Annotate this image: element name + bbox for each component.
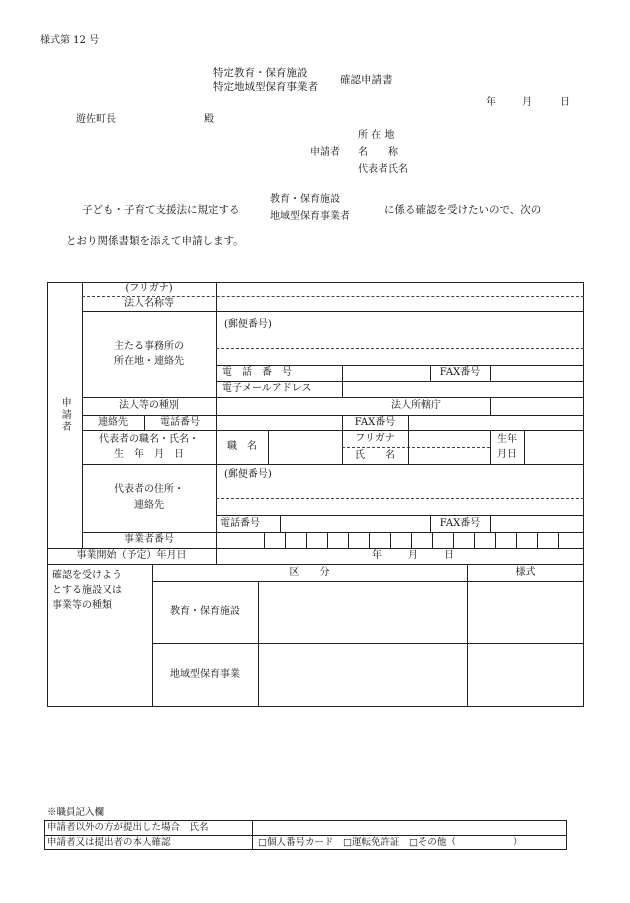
office-label-line-2: 所在地・連絡先 — [114, 356, 184, 367]
birth-label-line-2: 月日 — [497, 449, 517, 460]
fax2-label: FAX番号 — [439, 517, 481, 529]
applicant-address-label: 所 在 地 — [358, 130, 395, 141]
type-label-line-3: 事業等の種類 — [52, 600, 112, 611]
start-year: 年 — [372, 550, 382, 561]
staff-row-1: 申請者以外の方が提出した場合 氏名 — [47, 821, 209, 833]
title-suffix: 確認申請書 — [340, 74, 393, 86]
email-label: 電子メールアドレス — [222, 383, 312, 394]
type-label-line-2: とする施設又は — [52, 585, 122, 596]
kind-education-format-field[interactable] — [468, 582, 583, 642]
applicant-name-label: 名 称 — [358, 147, 398, 158]
start-date-label: 事業開始（予定）年月日 — [76, 550, 187, 561]
postal2-label: (郵便番号) — [224, 469, 272, 480]
office-label-line-1: 主たる事務所の — [114, 341, 184, 352]
contact-fax-label: FAX番号 — [354, 416, 396, 428]
applicant-label: 申請者 — [310, 147, 340, 158]
rep-label-line-1: 代表者の職名・氏名・ — [99, 434, 199, 445]
applicant-rep-label: 代表者氏名 — [358, 164, 408, 175]
title-line-1: 特定教育・保育施設 — [213, 67, 308, 79]
contact-fax-field[interactable] — [409, 416, 583, 429]
kind-community: 地域型保育事業 — [170, 669, 240, 680]
contact-label: 連絡先 — [98, 416, 128, 428]
staff-name-field[interactable] — [253, 821, 566, 834]
corp-name-field[interactable] — [217, 283, 583, 310]
intro-prefix: 子ども・子育て支援法に規定する — [82, 204, 240, 216]
person-name-field[interactable] — [409, 431, 489, 463]
corp-name-label: 法人名称等 — [124, 297, 174, 309]
title-label: 職 名 — [227, 441, 257, 452]
type-label-line-1: 確認を受けよう — [52, 570, 122, 581]
kind-community-format-field[interactable] — [468, 644, 583, 706]
fax-field[interactable] — [491, 366, 583, 380]
intro-option-1: 教育・保育施設 — [270, 194, 340, 205]
biz-number-label: 事業者番号 — [124, 534, 174, 545]
intro-option-2: 地域型保育事業者 — [270, 211, 350, 222]
rep-label — [82, 430, 216, 464]
contact-phone-field[interactable] — [217, 416, 342, 429]
addressee-name: 遊佐町長 — [76, 114, 116, 125]
intro-line-2: とおり関係書類を添えて申請します。 — [66, 235, 244, 247]
kind-community-field[interactable] — [259, 644, 466, 706]
date-month: 月 — [522, 97, 532, 108]
fax-label: FAX番号 — [439, 367, 481, 378]
start-day: 日 — [444, 550, 454, 561]
kind-education: 教育・保育施設 — [170, 606, 240, 617]
division-header: 区 分 — [289, 566, 330, 578]
staff-row-2: 申請者又は提出者の本人確認 — [47, 836, 171, 848]
start-date-field[interactable] — [217, 549, 583, 563]
birthdate-field[interactable] — [525, 431, 583, 463]
date-year: 年 — [486, 97, 496, 108]
phone-field[interactable] — [343, 366, 430, 380]
staff-id-checks[interactable]: □個人番号カード □運転免許証 □その他（ ） — [258, 836, 523, 848]
birth-label-line-1: 生年 — [497, 434, 517, 445]
office-address-field[interactable] — [217, 312, 583, 364]
jurisdiction-field[interactable] — [491, 398, 583, 414]
person-name-label: 氏 名 — [355, 449, 395, 461]
email-field[interactable] — [343, 382, 583, 396]
phone2-field[interactable] — [281, 516, 430, 531]
furigana-label: (フリガナ) — [125, 283, 173, 294]
format-header: 様式 — [515, 566, 536, 578]
type-label — [52, 568, 122, 613]
rep-address-line-1: 代表者の住所・ — [114, 484, 184, 495]
postal-label: (郵便番号) — [224, 319, 272, 330]
form-number: 様式第 12 号 — [40, 35, 100, 46]
intro-suffix: に係る確認を受けたいので、次の — [384, 204, 542, 216]
kind-education-field[interactable] — [259, 582, 466, 642]
rep-address-line-2: 連絡先 — [134, 500, 164, 511]
jurisdiction-label: 法人所轄庁 — [391, 400, 441, 411]
phone2-label: 電話番号 — [220, 517, 260, 529]
title-field[interactable] — [269, 431, 342, 463]
title-line-2: 特定地域型保育事業者 — [213, 81, 318, 93]
side-label-applicant — [47, 282, 82, 548]
contact-phone-label: 電話番号 — [160, 416, 200, 428]
office-label — [82, 311, 216, 397]
corp-type-label: 法人等の種別 — [119, 400, 179, 411]
staff-heading: ※職員記入欄 — [47, 807, 105, 818]
start-month: 月 — [408, 550, 418, 561]
phone-label: 電 話 番 号 — [222, 367, 292, 378]
addressee-honorific: 殿 — [204, 114, 214, 125]
side-label-text: 申請者 — [59, 397, 71, 433]
birth-label — [490, 430, 524, 464]
date-day: 日 — [560, 97, 570, 108]
fax2-field[interactable] — [491, 516, 583, 531]
rep-label-line-2: 生 年 月 日 — [114, 449, 184, 460]
rep-address-label — [82, 464, 216, 532]
rep-address-field[interactable] — [217, 465, 583, 515]
furigana2-label: フリガナ — [355, 432, 395, 444]
corp-type-field[interactable] — [217, 398, 342, 414]
